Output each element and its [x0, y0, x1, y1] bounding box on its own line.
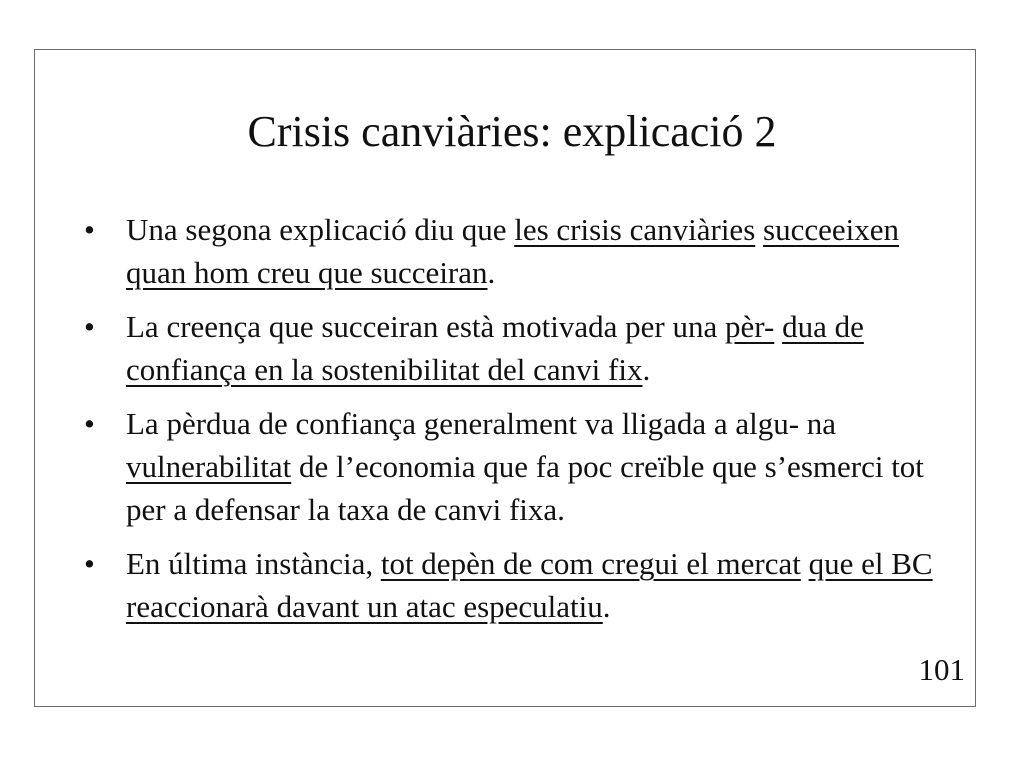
slide-title: Crisis canviàries: explicació 2: [247, 107, 777, 156]
bullet-text: .: [602, 589, 611, 624]
bullet-item-1: [84, 208, 934, 294]
bullet-icon: •: [84, 212, 95, 247]
bullet-text: [801, 546, 809, 581]
underlined-phrase: tot depèn de com cregui el mercat: [380, 546, 801, 581]
bullet-item-3: [84, 402, 934, 531]
underlined-phrase: dua de confiança en la sostenibilitat del canvi fix: [126, 309, 864, 387]
bullet-icon: •: [84, 406, 95, 441]
bullet-list: [84, 208, 934, 639]
bullet-text: En última instància,: [126, 546, 381, 581]
bullet-text: Una segona explicació diu que: [126, 212, 515, 247]
bullet-text: de l’economia que fa poc creïble que s’esmerci tot per a defensar la taxa de canvi fixa.: [126, 449, 924, 527]
underlined-phrase: succeeixen quan hom creu que succeiran: [126, 212, 899, 290]
bullet-text: [774, 309, 782, 344]
underlined-phrase: que el BC reaccionarà davant un atac especulatiu: [126, 546, 933, 624]
bullet-text: .: [642, 352, 651, 387]
bullet-item-4: [84, 542, 934, 628]
bullet-text: [755, 212, 763, 247]
bullet-icon: •: [84, 546, 95, 581]
underlined-phrase: les crisis canviàries: [514, 212, 756, 247]
bullet-item-2: [84, 305, 934, 391]
underlined-phrase: vulnerabilitat: [126, 449, 292, 484]
underlined-phrase: pèr-: [725, 309, 775, 344]
bullet-text: .: [487, 255, 496, 290]
bullet-icon: •: [84, 309, 95, 344]
bullet-text: La pèrdua de confiança generalment va lligada a algu- na: [126, 406, 837, 441]
bullet-text: La creença que succeiran està motivada per una: [126, 309, 726, 344]
page-number: 101: [918, 652, 965, 687]
